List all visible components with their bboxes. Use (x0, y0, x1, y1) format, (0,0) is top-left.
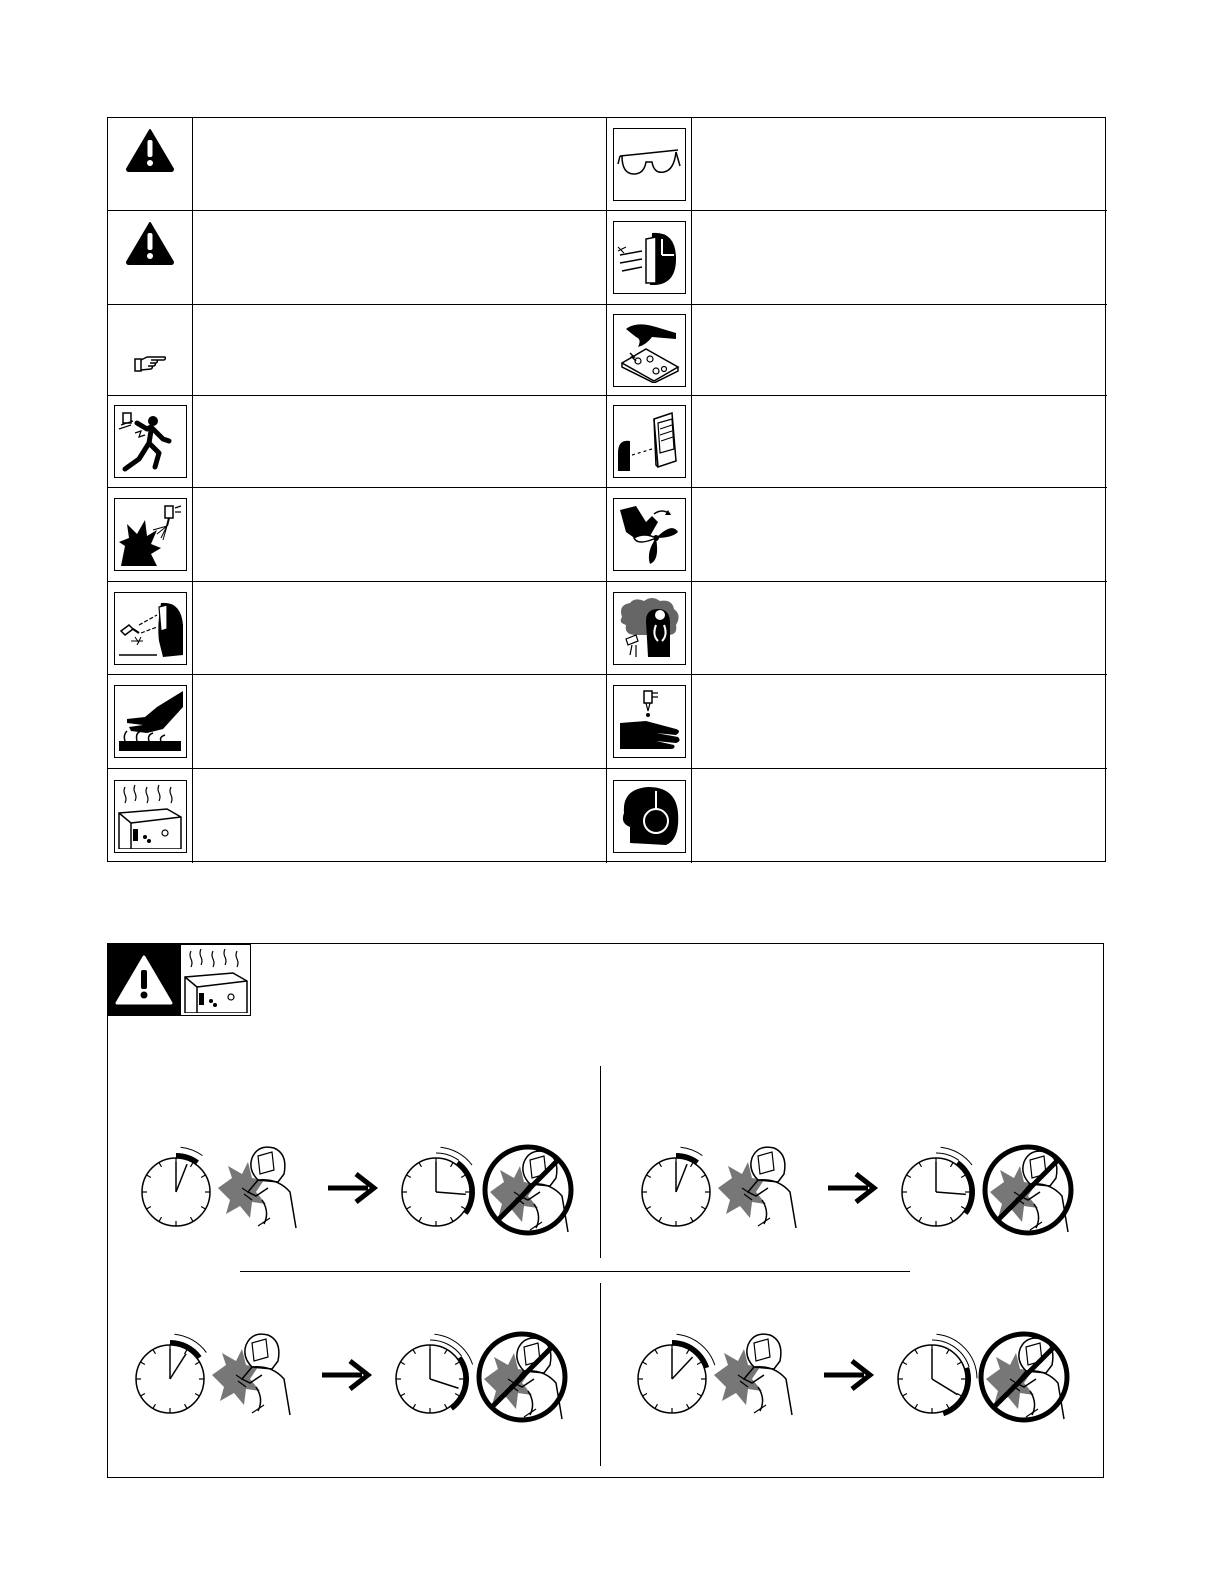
hot-parts-hand-icon (117, 689, 183, 755)
vertical-divider-top (600, 1066, 601, 1258)
symbol-text (692, 211, 1107, 305)
clock-timer-icon (638, 1334, 715, 1413)
symbol-text (193, 488, 607, 582)
horizontal-divider (240, 1271, 910, 1272)
symbol-text (692, 396, 1107, 488)
arc-rays-welder-icon (117, 595, 183, 661)
moving-fan-parts-hand-icon (616, 502, 682, 568)
symbol-cell (607, 769, 692, 863)
symbol-cell (607, 305, 692, 396)
symbol-cell (607, 396, 692, 488)
symbol-cell (607, 582, 692, 675)
welder-working-icon (718, 1147, 796, 1228)
arrow-right-icon (322, 1361, 368, 1389)
symbol-cell (108, 769, 193, 863)
arrow-right-icon (328, 1174, 374, 1202)
symbol-cell (108, 396, 193, 488)
symbol-text (692, 769, 1107, 863)
vertical-divider-bottom (600, 1283, 601, 1466)
welder-working-icon (714, 1334, 792, 1415)
arrow-right-icon (824, 1361, 870, 1389)
symbol-cell (108, 305, 193, 396)
welding-helmet-shield-icon (616, 225, 682, 291)
duty-cycle-scene-bottom-right (624, 1327, 1074, 1432)
symbol-text (692, 488, 1107, 582)
symbol-cell (108, 582, 193, 675)
duty-cycle-panel (107, 943, 1104, 1478)
warning-triangle-icon (114, 954, 174, 1006)
electric-shock-icon (117, 409, 183, 475)
no-welding-prohibited-icon (981, 1334, 1067, 1420)
symbol-text (692, 675, 1107, 769)
symbol-text (692, 305, 1107, 396)
symbol-text (692, 118, 1107, 211)
overheating-machine-icon (117, 783, 183, 849)
clock-timer-icon (902, 1147, 975, 1226)
symbol-text (193, 396, 607, 488)
explosion-sparks-icon (117, 502, 183, 568)
symbol-text (193, 118, 607, 211)
symbol-cell (108, 118, 193, 211)
symbol-cell (607, 488, 692, 582)
arrow-right-icon (828, 1174, 874, 1202)
warning-triangle-icon (125, 128, 175, 172)
warning-triangle-icon (125, 221, 175, 265)
symbol-cell (108, 488, 193, 582)
overheating-machine-icon (183, 947, 249, 1013)
no-welding-prohibited-icon (485, 1147, 571, 1233)
clock-timer-icon (642, 1147, 710, 1226)
warning-header (108, 944, 180, 1016)
clock-timer-icon (142, 1147, 210, 1226)
safety-symbol-table (107, 117, 1106, 862)
pointing-hand-note-icon (133, 353, 167, 373)
symbol-cell (108, 675, 193, 769)
hot-metal-glove-icon (616, 689, 682, 755)
safety-glasses-icon (616, 144, 682, 184)
no-welding-prohibited-icon (479, 1334, 565, 1420)
symbol-text (193, 769, 607, 863)
clock-timer-icon (396, 1334, 473, 1413)
duty-cycle-scene-top-left (128, 1140, 578, 1245)
clock-timer-icon (402, 1147, 475, 1226)
clock-timer-icon (898, 1334, 977, 1416)
overheating-header (180, 944, 251, 1016)
symbol-text (193, 305, 607, 396)
symbol-cell (607, 675, 692, 769)
read-manual-icon (616, 409, 682, 475)
welder-working-icon (218, 1147, 296, 1228)
symbol-cell (607, 118, 692, 211)
no-welding-prohibited-icon (985, 1147, 1071, 1233)
symbol-cell (108, 211, 193, 305)
symbol-text (193, 211, 607, 305)
welder-working-icon (212, 1334, 290, 1415)
hearing-protection-icon (616, 783, 682, 849)
symbol-text (193, 675, 607, 769)
symbol-text (193, 582, 607, 675)
symbol-text (692, 582, 1107, 675)
duty-cycle-scene-top-right (628, 1140, 1078, 1245)
hand-touching-circuit-board-icon (616, 317, 682, 383)
fumes-gases-breathing-icon (616, 595, 682, 661)
duty-cycle-scene-bottom-left (122, 1327, 582, 1432)
symbol-cell (607, 211, 692, 305)
clock-timer-icon (136, 1334, 206, 1413)
